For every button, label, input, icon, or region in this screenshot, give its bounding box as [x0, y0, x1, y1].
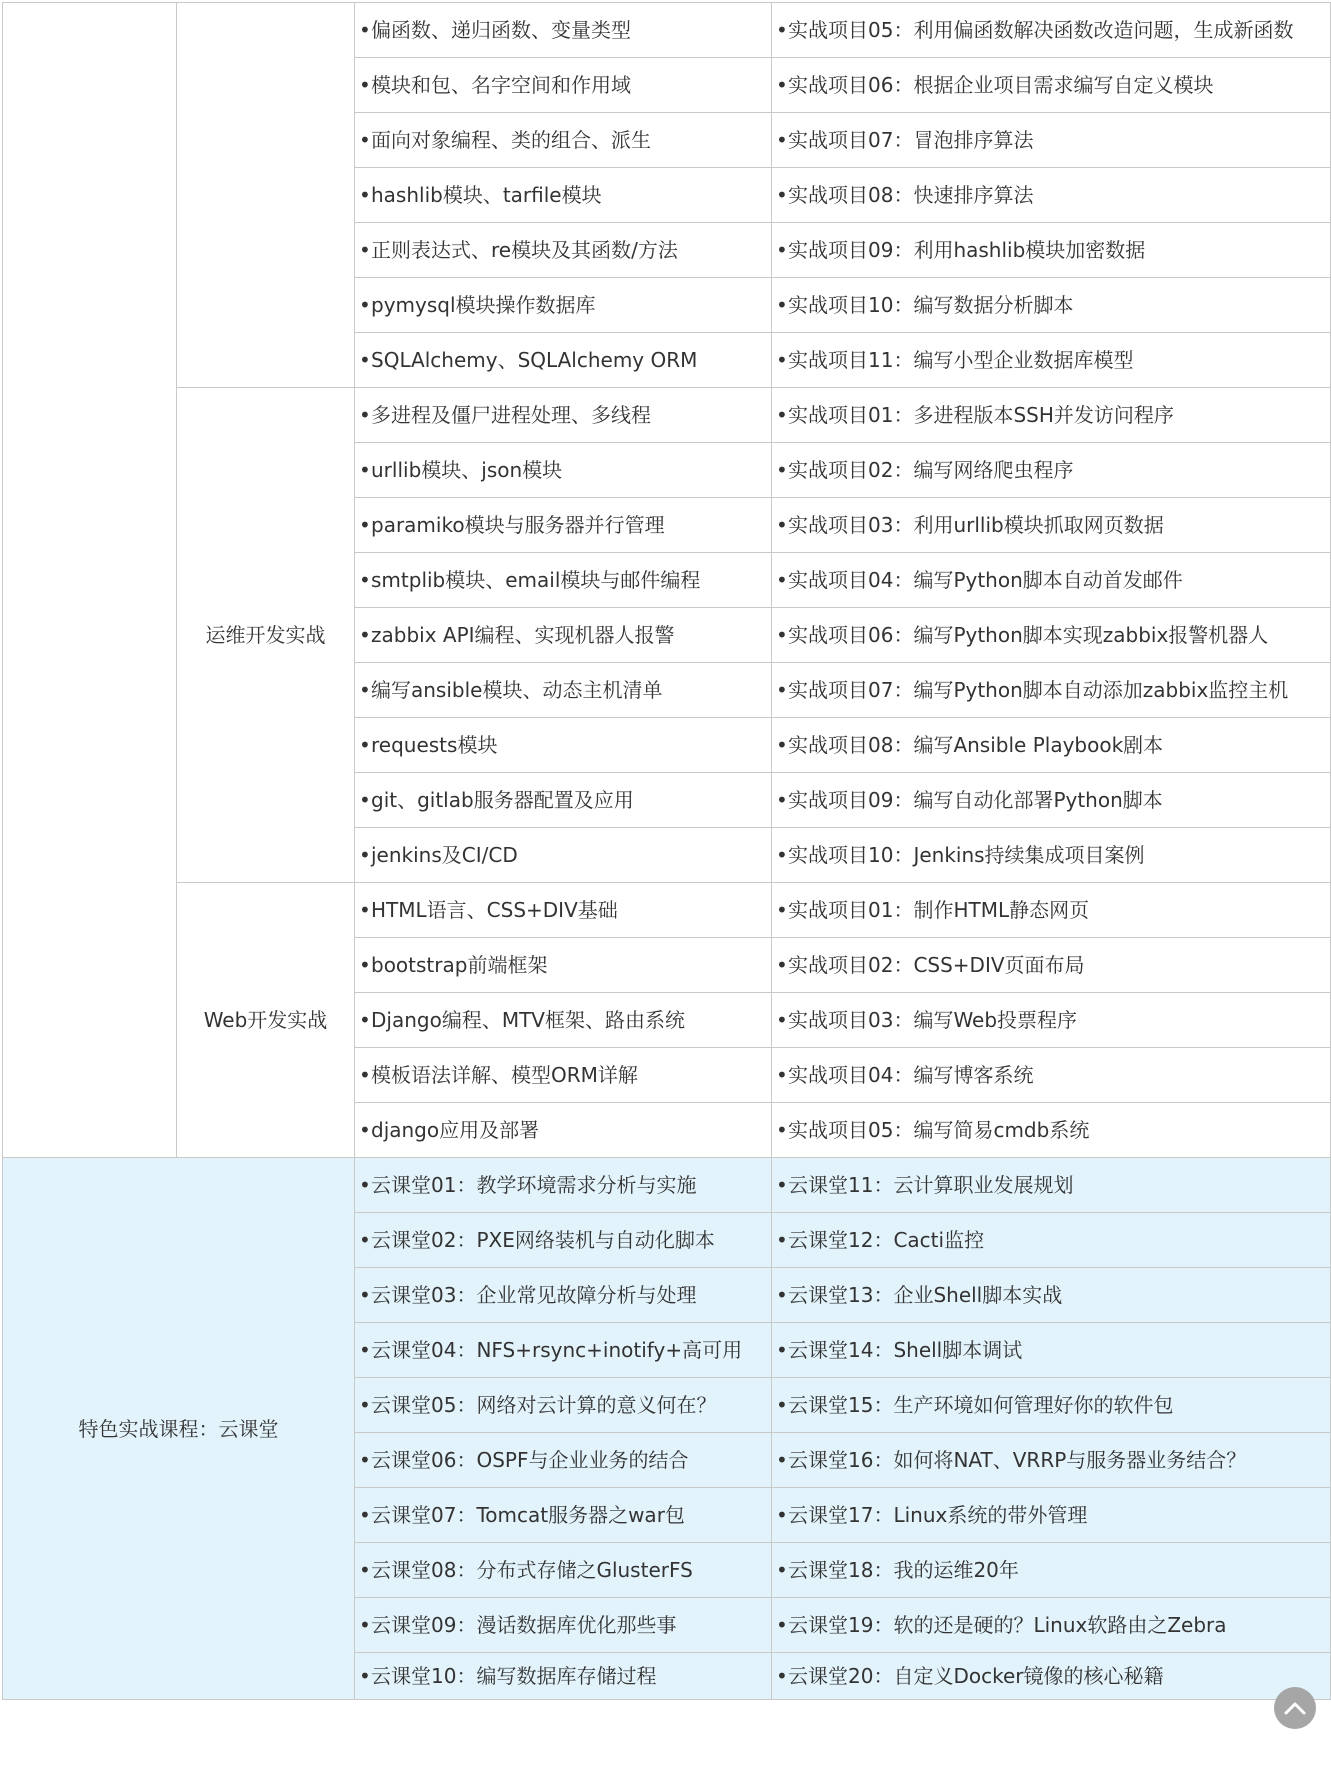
table-row	[3, 388, 1331, 443]
topic-cell-text: 面向对象编程、类的组合、派生	[371, 128, 651, 152]
project-cell-text: 实战项目04：编写博客系统	[788, 1063, 1034, 1087]
bullet: •	[359, 1228, 371, 1252]
bullet: •	[359, 568, 371, 592]
project-cell	[772, 278, 1331, 333]
topic-cell	[355, 718, 772, 773]
bullet: •	[776, 843, 788, 867]
section-label-cloud: 特色实战课程：云课堂	[3, 1158, 355, 1700]
project-cell	[772, 168, 1331, 223]
bullet: •	[359, 18, 371, 42]
topic-cell-text: hashlib模块、tarfile模块	[371, 183, 602, 207]
project-cell	[772, 113, 1331, 168]
table-row	[3, 3, 1331, 58]
topic-cell-text: SQLAlchemy、SQLAlchemy ORM	[371, 348, 698, 372]
topic-cell	[355, 58, 772, 113]
bullet: •	[776, 348, 788, 372]
project-cell	[772, 58, 1331, 113]
bullet: •	[359, 843, 371, 867]
project-cell	[772, 663, 1331, 718]
project-cell-text: 实战项目08：快速排序算法	[788, 183, 1034, 207]
scroll-to-top-button[interactable]	[1274, 1687, 1316, 1729]
bullet: •	[776, 1338, 788, 1362]
topic-cell	[355, 223, 772, 278]
cloud-left-cell-text: 云课堂06：OSPF与企业业务的结合	[371, 1448, 689, 1472]
project-cell-text: 实战项目01：制作HTML静态网页	[788, 898, 1090, 922]
topic-cell-text: 正则表达式、re模块及其函数/方法	[371, 238, 678, 262]
cloud-right-cell-text: 云课堂20：自定义Docker镜像的核心秘籍	[788, 1664, 1164, 1688]
bullet: •	[359, 293, 371, 317]
bullet: •	[776, 1664, 788, 1688]
bullet: •	[776, 788, 788, 812]
project-cell-text: 实战项目07：编写Python脚本自动添加zabbix监控主机	[788, 678, 1289, 702]
bullet: •	[776, 403, 788, 427]
project-cell	[772, 498, 1331, 553]
project-cell-text: 实战项目09：利用hashlib模块加密数据	[788, 238, 1146, 262]
topic-cell	[355, 938, 772, 993]
bullet: •	[776, 678, 788, 702]
cloud-right-cell	[772, 1433, 1331, 1488]
topic-cell	[355, 443, 772, 498]
topic-cell	[355, 663, 772, 718]
topic-cell	[355, 278, 772, 333]
project-cell-text: 实战项目05：利用偏函数解决函数改造问题，生成新函数	[788, 18, 1294, 42]
cloud-left-cell-text: 云课堂10：编写数据库存储过程	[371, 1664, 657, 1688]
topic-cell-text: requests模块	[371, 733, 498, 757]
cloud-right-cell-text: 云课堂15：生产环境如何管理好你的软件包	[788, 1393, 1174, 1417]
cloud-right-cell-text: 云课堂17：Linux系统的带外管理	[788, 1503, 1088, 1527]
topic-cell-text: 模板语法详解、模型ORM详解	[371, 1063, 638, 1087]
cloud-right-cell	[772, 1323, 1331, 1378]
project-cell	[772, 773, 1331, 828]
bullet: •	[359, 1118, 371, 1142]
bullet: •	[359, 898, 371, 922]
bullet: •	[776, 18, 788, 42]
curriculum-table-body	[3, 3, 1331, 1700]
topic-cell	[355, 608, 772, 663]
cloud-left-cell	[355, 1323, 772, 1378]
cloud-left-cell	[355, 1158, 772, 1213]
section-label-ops: 运维开发实战	[177, 388, 355, 883]
topic-cell-text: urllib模块、json模块	[371, 458, 563, 482]
cloud-left-cell	[355, 1488, 772, 1543]
cloud-right-cell	[772, 1213, 1331, 1268]
bullet: •	[776, 568, 788, 592]
cloud-left-cell	[355, 1543, 772, 1598]
cloud-right-cell-text: 云课堂11：云计算职业发展规划	[788, 1173, 1074, 1197]
bullet: •	[359, 1664, 371, 1688]
bullet: •	[776, 513, 788, 537]
bullet: •	[776, 293, 788, 317]
topic-cell-text: 偏函数、递归函数、变量类型	[371, 18, 631, 42]
bullet: •	[776, 733, 788, 757]
bullet: •	[359, 183, 371, 207]
bullet: •	[359, 1173, 371, 1197]
topic-cell	[355, 388, 772, 443]
bullet: •	[776, 1063, 788, 1087]
bullet: •	[776, 128, 788, 152]
bullet: •	[359, 1283, 371, 1307]
project-cell	[772, 1103, 1331, 1158]
topic-cell-text: HTML语言、CSS+DIV基础	[371, 898, 618, 922]
bullet: •	[359, 1338, 371, 1362]
topic-cell	[355, 113, 772, 168]
bullet: •	[359, 513, 371, 537]
cloud-left-cell-text: 云课堂05：网络对云计算的意义何在？	[371, 1393, 717, 1417]
topic-cell	[355, 553, 772, 608]
topic-cell-text: 多进程及僵尸进程处理、多线程	[371, 403, 651, 427]
cloud-left-cell-text: 云课堂08：分布式存储之GlusterFS	[371, 1558, 693, 1582]
topic-cell	[355, 168, 772, 223]
cloud-left-cell	[355, 1653, 772, 1700]
project-cell-text: 实战项目04：编写Python脚本自动首发邮件	[788, 568, 1183, 592]
project-cell	[772, 443, 1331, 498]
project-cell	[772, 1048, 1331, 1103]
bullet: •	[776, 1283, 788, 1307]
bullet: •	[359, 403, 371, 427]
project-cell-text: 实战项目11：编写小型企业数据库模型	[788, 348, 1134, 372]
bullet: •	[359, 788, 371, 812]
topic-cell-text: zabbix API编程、实现机器人报警	[371, 623, 675, 647]
project-cell-text: 实战项目06：根据企业项目需求编写自定义模块	[788, 73, 1214, 97]
cloud-right-cell-text: 云课堂12：Cacti监控	[788, 1228, 985, 1252]
cloud-right-cell	[772, 1653, 1331, 1700]
bullet: •	[776, 1393, 788, 1417]
bullet: •	[359, 128, 371, 152]
table-row	[3, 1158, 1331, 1213]
bullet: •	[359, 733, 371, 757]
project-cell-text: 实战项目03：利用urllib模块抓取网页数据	[788, 513, 1164, 537]
bullet: •	[359, 1613, 371, 1637]
cloud-right-cell-text: 云课堂19：软的还是硬的？Linux软路由之Zebra	[788, 1613, 1227, 1637]
bullet: •	[776, 623, 788, 647]
cloud-left-cell	[355, 1598, 772, 1653]
bullet: •	[359, 1503, 371, 1527]
topic-cell-text: paramiko模块与服务器并行管理	[371, 513, 665, 537]
topic-cell	[355, 3, 772, 58]
project-cell	[772, 553, 1331, 608]
project-cell-text: 实战项目10：Jenkins持续集成项目案例	[788, 843, 1145, 867]
bullet: •	[359, 238, 371, 262]
topic-cell	[355, 498, 772, 553]
topic-cell-text: jenkins及CI/CD	[371, 843, 518, 867]
project-cell	[772, 333, 1331, 388]
project-cell	[772, 883, 1331, 938]
topic-cell-text: pymysql模块操作数据库	[371, 293, 596, 317]
topic-cell	[355, 828, 772, 883]
bullet: •	[776, 1558, 788, 1582]
cloud-left-cell-text: 云课堂01：教学环境需求分析与实施	[371, 1173, 697, 1197]
cloud-right-cell	[772, 1268, 1331, 1323]
project-cell	[772, 993, 1331, 1048]
topic-cell-text: 模块和包、名字空间和作用域	[371, 73, 631, 97]
bullet: •	[359, 953, 371, 977]
cloud-right-cell	[772, 1158, 1331, 1213]
cloud-left-cell	[355, 1378, 772, 1433]
bullet: •	[776, 1228, 788, 1252]
cloud-left-cell	[355, 1433, 772, 1488]
project-cell	[772, 608, 1331, 663]
curriculum-table	[2, 2, 1331, 1700]
bullet: •	[359, 1558, 371, 1582]
topic-cell-text: smtplib模块、email模块与邮件编程	[371, 568, 701, 592]
cloud-left-cell-text: 云课堂09：漫话数据库优化那些事	[371, 1613, 677, 1637]
cloud-left-cell	[355, 1268, 772, 1323]
table-row	[3, 883, 1331, 938]
bullet: •	[359, 1008, 371, 1032]
bullet: •	[776, 458, 788, 482]
cloud-left-cell-text: 云课堂04：NFS+rsync+inotify+高可用	[371, 1338, 743, 1362]
cloud-right-cell-text: 云课堂14：Shell脚本调试	[788, 1338, 1023, 1362]
project-cell-text: 实战项目09：编写自动化部署Python脚本	[788, 788, 1163, 812]
bullet: •	[359, 348, 371, 372]
bullet: •	[776, 1173, 788, 1197]
cloud-left-cell-text: 云课堂03：企业常见故障分析与处理	[371, 1283, 697, 1307]
project-cell-text: 实战项目05：编写简易cmdb系统	[788, 1118, 1090, 1142]
project-cell-text: 实战项目07：冒泡排序算法	[788, 128, 1034, 152]
cloud-right-cell	[772, 1598, 1331, 1653]
bullet: •	[776, 73, 788, 97]
chevron-up-icon	[1283, 1697, 1307, 1719]
bullet: •	[776, 953, 788, 977]
bullet: •	[776, 1008, 788, 1032]
topic-cell-text: 编写ansible模块、动态主机清单	[371, 678, 663, 702]
cloud-left-cell-text: 云课堂07：Tomcat服务器之war包	[371, 1503, 685, 1527]
topic-cell-text: Django编程、MTV框架、路由系统	[371, 1008, 685, 1032]
project-cell-text: 实战项目01：多进程版本SSH并发访问程序	[788, 403, 1174, 427]
bullet: •	[359, 1393, 371, 1417]
cloud-right-cell	[772, 1378, 1331, 1433]
project-cell-text: 实战项目03：编写Web投票程序	[788, 1008, 1078, 1032]
project-cell-text: 实战项目08：编写Ansible Playbook剧本	[788, 733, 1164, 757]
bullet: •	[776, 183, 788, 207]
project-cell	[772, 388, 1331, 443]
project-cell	[772, 828, 1331, 883]
topic-cell	[355, 333, 772, 388]
topic-cell	[355, 1103, 772, 1158]
bullet: •	[359, 73, 371, 97]
topic-cell	[355, 773, 772, 828]
topic-cell-text: git、gitlab服务器配置及应用	[371, 788, 634, 812]
cloud-left-cell	[355, 1213, 772, 1268]
project-cell-text: 实战项目02：CSS+DIV页面布局	[788, 953, 1085, 977]
section-label-web: Web开发实战	[177, 883, 355, 1158]
topic-cell	[355, 993, 772, 1048]
bullet: •	[359, 1448, 371, 1472]
topic-cell-text: bootstrap前端框架	[371, 953, 548, 977]
bullet: •	[776, 898, 788, 922]
cloud-right-cell	[772, 1543, 1331, 1598]
bullet: •	[776, 1613, 788, 1637]
project-cell	[772, 223, 1331, 278]
topic-cell	[355, 1048, 772, 1103]
bullet: •	[359, 678, 371, 702]
project-cell	[772, 938, 1331, 993]
project-cell-text: 实战项目10：编写数据分析脚本	[788, 293, 1074, 317]
project-cell	[772, 718, 1331, 773]
bullet: •	[776, 1503, 788, 1527]
cloud-left-cell-text: 云课堂02：PXE网络装机与自动化脚本	[371, 1228, 715, 1252]
cloud-right-cell-text: 云课堂16：如何将NAT、VRRP与服务器业务结合？	[788, 1448, 1247, 1472]
topic-cell-text: django应用及部署	[371, 1118, 540, 1142]
bullet: •	[359, 623, 371, 647]
project-cell	[772, 3, 1331, 58]
bullet: •	[776, 1448, 788, 1472]
bullet: •	[359, 1063, 371, 1087]
topic-cell	[355, 883, 772, 938]
group-cell	[3, 3, 177, 1158]
bullet: •	[776, 1118, 788, 1142]
subgroup-cell	[177, 3, 355, 388]
cloud-right-cell-text: 云课堂13：企业Shell脚本实战	[788, 1283, 1063, 1307]
project-cell-text: 实战项目02：编写网络爬虫程序	[788, 458, 1074, 482]
bullet: •	[359, 458, 371, 482]
project-cell-text: 实战项目06：编写Python脚本实现zabbix报警机器人	[788, 623, 1269, 647]
bullet: •	[776, 238, 788, 262]
cloud-right-cell-text: 云课堂18：我的运维20年	[788, 1558, 1019, 1582]
cloud-right-cell	[772, 1488, 1331, 1543]
